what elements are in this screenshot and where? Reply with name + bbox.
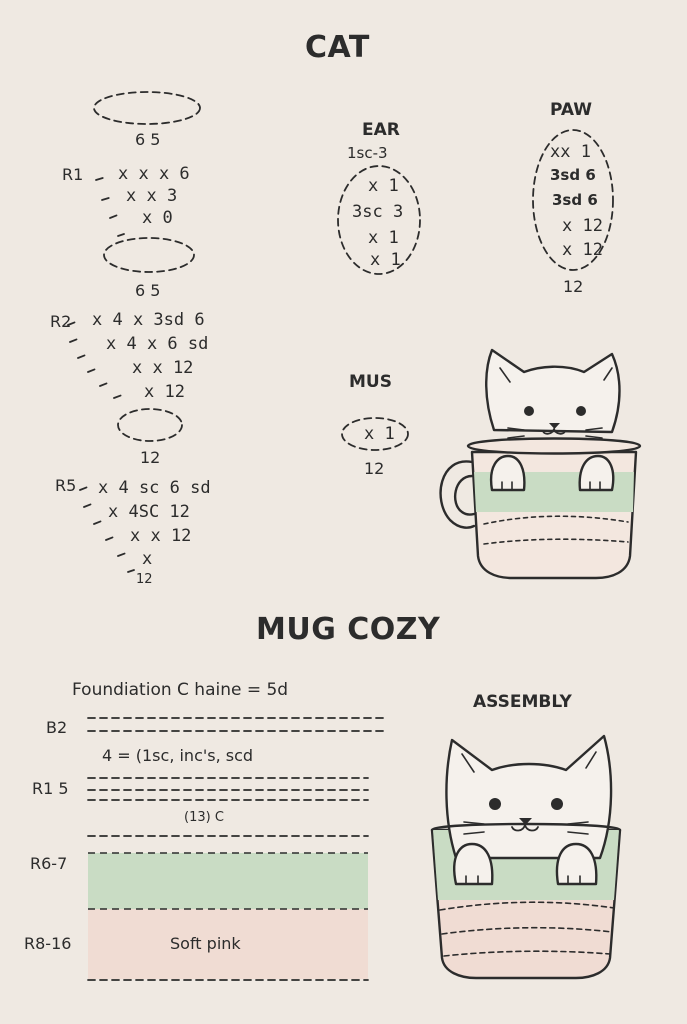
ear-sub: 1sc-3 [347, 144, 388, 162]
mus-count: 12 [364, 459, 385, 478]
mug-cozy-title: MUG COZY [256, 612, 441, 647]
r5-dashes [80, 486, 134, 572]
b2-label: B2 [46, 718, 68, 737]
r2-dashes [68, 321, 122, 398]
head-ring-mid [104, 238, 194, 272]
paw-count: 12 [563, 277, 584, 296]
assembly-illustration [432, 736, 620, 978]
note-13: (13) C [184, 810, 224, 825]
paw-line-3: 3sd 6 [552, 191, 598, 209]
r2-label: R2 [50, 312, 72, 331]
r5-line-5: 12 [136, 572, 153, 587]
ear-line-1: x 1 [368, 176, 399, 196]
r2-line-2: x 4 x 6 sd [106, 334, 209, 354]
r15-label: R1 5 [32, 779, 69, 798]
head-count-mid: 6 5 [135, 281, 161, 300]
r1-line-1: x x x 6 [118, 164, 190, 184]
r816-label: R8-16 [24, 934, 72, 953]
r5-line-2: x 4SC 12 [108, 502, 190, 522]
r5-line-4: x [142, 549, 153, 569]
ear-line-3: x 1 [368, 228, 399, 248]
cat-title: CAT [305, 30, 370, 65]
head-ring-small [118, 409, 182, 441]
r2-line-3: x x 12 [132, 358, 194, 378]
r1-line-2: x x 3 [126, 186, 178, 206]
r1-dashes [96, 177, 124, 236]
r5-label: R5 [55, 476, 77, 495]
foundation-note: Foundiation C haine = 5d [72, 680, 289, 700]
paw-line-1: xx 1 [550, 142, 591, 162]
r5-line-3: x x 12 [130, 526, 192, 546]
ear-line-4: x 1 [370, 250, 401, 270]
paw-line-2: 3sd 6 [550, 166, 596, 184]
ear-line-2: 3sc 3 [352, 202, 404, 222]
head-ring-top [94, 92, 200, 124]
cat-in-mug-illustration [441, 350, 640, 578]
r2-line-1: x 4 x 3sd 6 [92, 310, 205, 330]
ear-title: EAR [362, 120, 400, 140]
mus-line: x 1 [364, 424, 395, 444]
head-count-top: 6 5 [135, 130, 161, 149]
r2-line-4: x 12 [144, 382, 185, 402]
green-band [88, 853, 368, 909]
r67-label: R6-7 [30, 854, 68, 873]
paw-line-5: x 12 [562, 240, 603, 260]
r2-count: 12 [140, 448, 161, 467]
assembly-title: ASSEMBLY [473, 692, 572, 712]
r5-line-1: x 4 sc 6 sd [98, 478, 211, 498]
b2-note: 4 = (1sc, inc's, scd [102, 746, 254, 765]
r1-label: R1 [62, 165, 84, 184]
soft-pink-label: Soft pink [170, 934, 241, 953]
paw-line-4: x 12 [562, 216, 603, 236]
mus-title: MUS [349, 372, 392, 392]
r1-line-3: x 0 [142, 208, 173, 228]
paw-title: PAW [550, 100, 593, 120]
